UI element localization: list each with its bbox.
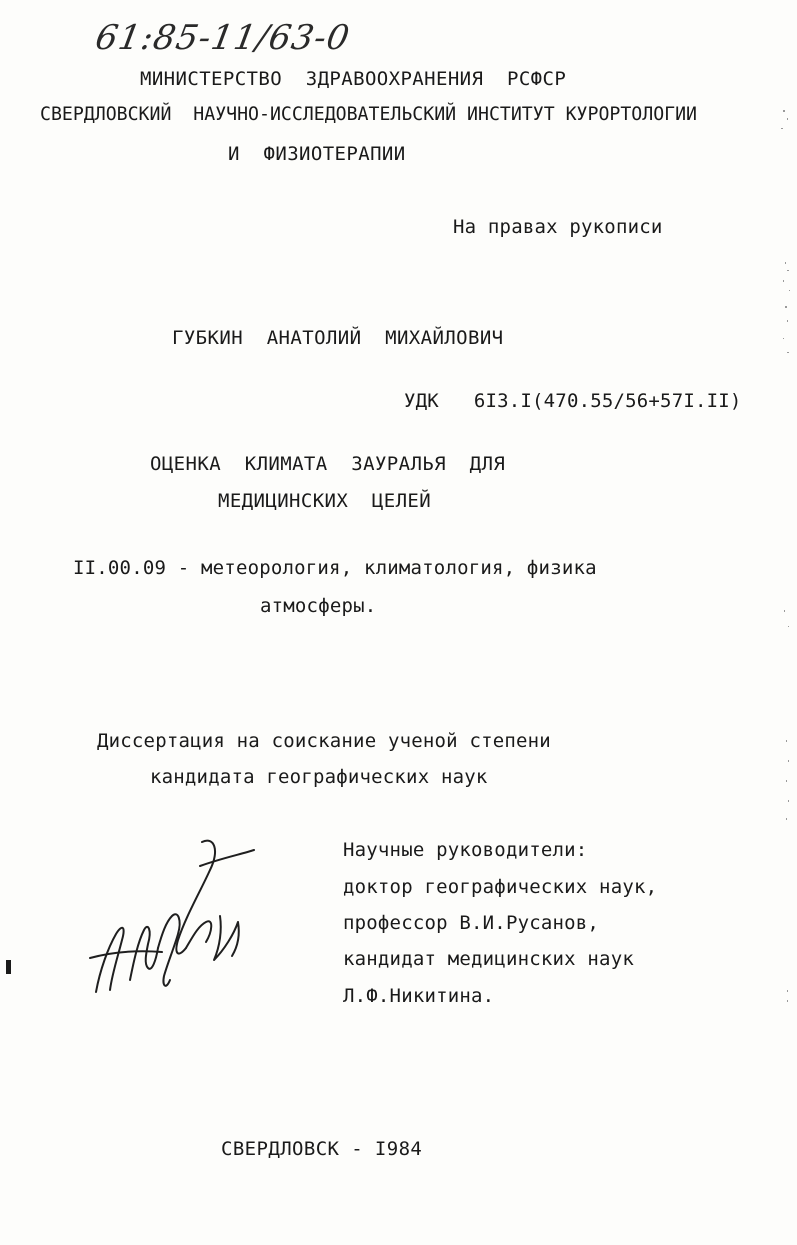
rights-note: На правах рукописи: [453, 216, 663, 238]
institute-heading-line2: И ФИЗИОТЕРАПИИ: [228, 143, 406, 165]
title-line2: МЕДИЦИНСКИХ ЦЕЛЕЙ: [218, 490, 432, 512]
supervisor-line2: профессор В.И.Русанов,: [343, 912, 600, 934]
dissertation-line1: Диссертация на соискание ученой степени: [97, 730, 551, 752]
supervisor-line4: Л.Ф.Никитина.: [343, 985, 495, 1007]
institute-heading-line1: СВЕРДЛОВСКИЙ НАУЧНО-ИССЛЕДОВАТЕЛЬСКИЙ ИНСТИТУТ КУРОРТОЛОГИИ: [40, 104, 697, 125]
supervisor-line3: кандидат медицинских наук: [343, 948, 634, 970]
handwritten-archive-code: 61:85-11/63-0: [92, 18, 354, 58]
scan-noise-margin: [757, 0, 797, 1245]
ministry-heading: МИНИСТЕРСТВО ЗДРАВООХРАНЕНИЯ РСФСР: [140, 68, 567, 90]
specialty-line2: атмосферы.: [260, 595, 377, 617]
title-line1: ОЦЕНКА КЛИМАТА ЗАУРАЛЬЯ ДЛЯ: [150, 453, 506, 475]
specialty-line1: II.00.09 - метеорология, климатология, физика: [73, 557, 597, 579]
udc-code: УДК 6I3.I(470.55/56+57I.II): [404, 390, 742, 412]
supervisor-line1: доктор географических наук,: [343, 876, 658, 898]
author-signature: [82, 830, 262, 1010]
dissertation-line2: кандидата географических наук: [150, 766, 488, 788]
margin-mark: [6, 960, 11, 974]
city-year-footer: СВЕРДЛОВСК - I984: [221, 1138, 423, 1160]
author-name: ГУБКИН АНАТОЛИЙ МИХАЙЛОВИЧ: [172, 327, 504, 349]
supervisors-heading: Научные руководители:: [343, 839, 588, 861]
